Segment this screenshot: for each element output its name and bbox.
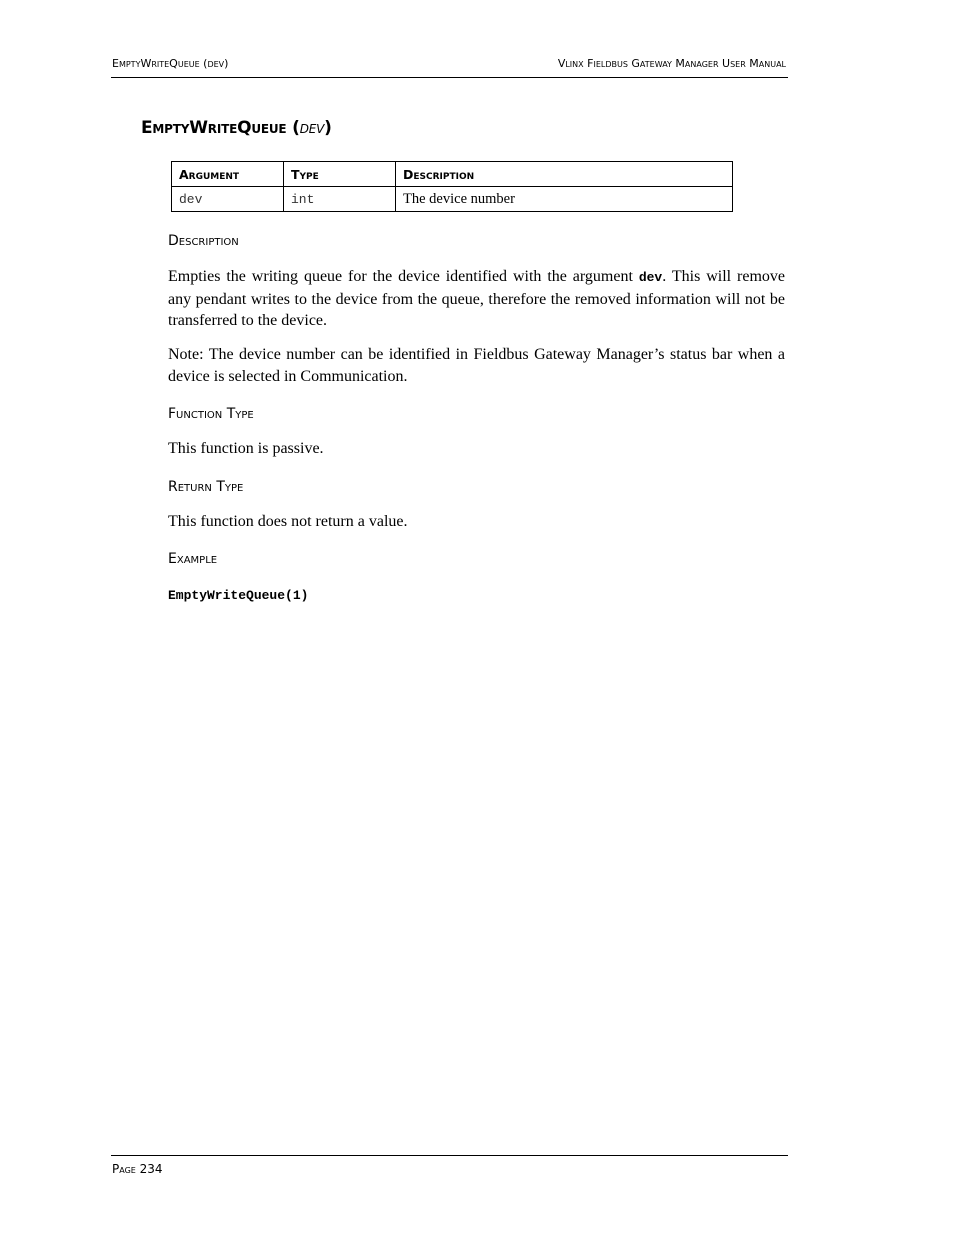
cell-type: int: [284, 187, 396, 212]
function-close-paren: ): [324, 118, 332, 138]
column-header-description: Description: [396, 162, 733, 187]
example-heading: Example: [168, 551, 218, 567]
column-header-argument: Argument: [172, 162, 284, 187]
return-type-text: This function does not return a value.: [168, 513, 408, 530]
description-text-end: . This will remove any pendant writes to the device from the queue, therefore the removed information will not be transferred to the device.: [168, 268, 785, 329]
page-number: Page 234: [112, 1162, 163, 1176]
table-row: [172, 187, 733, 212]
cell-description: The device number: [396, 187, 733, 212]
column-header-type: Type: [284, 162, 396, 187]
description-heading: Description: [168, 233, 239, 249]
table-header-row: [172, 162, 733, 187]
example-code: EmptyWriteQueue(1): [168, 588, 309, 603]
function-title: [141, 118, 332, 138]
cell-argument: dev: [172, 187, 284, 212]
description-code-dev: dev: [638, 270, 663, 285]
arguments-table: [171, 161, 733, 212]
page-footer: [111, 1155, 788, 1176]
description-paragraph: [168, 266, 785, 332]
function-name: EmptyWriteQueue (: [141, 118, 300, 138]
page-header: [111, 56, 788, 78]
header-manual-title: Vlinx Fieldbus Gateway Manager User Manual: [557, 57, 786, 70]
header-left-title: EmptyWriteQueue (dev): [112, 57, 229, 70]
function-arg: dev: [299, 118, 325, 138]
function-type-text: This function is passive.: [168, 440, 324, 457]
return-type-heading: Return Type: [168, 479, 244, 495]
note-paragraph: Note: The device number can be identified in Fieldbus Gateway Manager’s status bar when a device is selected in Communication.: [168, 346, 785, 385]
description-text-start: Empties the writing queue for the device identified with the argument: [168, 268, 639, 285]
function-type-heading: Function Type: [168, 406, 254, 422]
